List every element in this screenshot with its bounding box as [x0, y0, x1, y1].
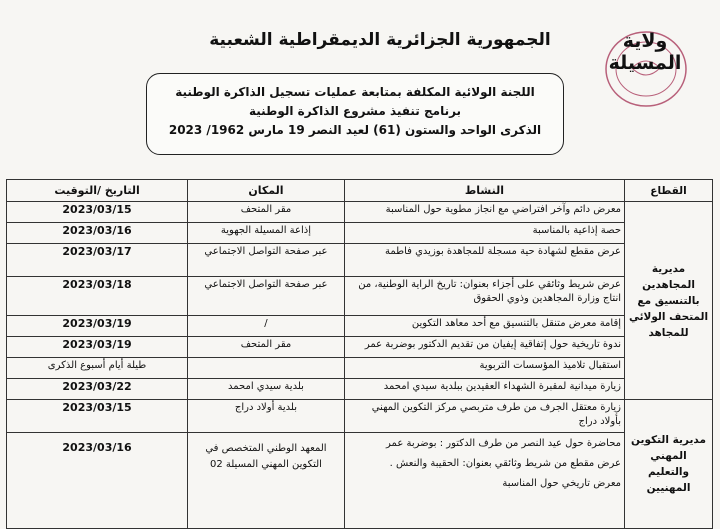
table-row — [7, 433, 713, 529]
date-cell: 2023/03/16 — [7, 433, 188, 529]
table-row — [7, 337, 713, 358]
activity-line: محاضرة حول عيد النصر من طرف الدكتور : بوضربة عمر — [386, 438, 622, 449]
place-cell: مقر المتحف — [188, 337, 345, 358]
place-cell: مقر المتحف — [188, 202, 345, 223]
sector-mujahideen: مديرية المجاهدين بالتنسيق مع المتحف الولائي للمجاهد — [625, 202, 713, 400]
header-sector: القطاع — [625, 180, 713, 202]
anniversary-title: الذكرى الواحد والستون (61) لعيد النصر 19 مارس 1962/ 2023 — [168, 123, 542, 137]
date-cell: 2023/03/16 — [7, 223, 188, 244]
activity-line: معرض تاريخي حول المناسبة — [502, 478, 622, 489]
place-cell: عبر صفحة التواصل الاجتماعي — [188, 244, 345, 277]
wilaya-signature: ولاية المسيلة — [608, 30, 682, 74]
table-row — [7, 202, 713, 223]
activity-cell: عرض شريط وثائقي على أجزاء بعنوان: تاريخ الراية الوطنية، من انتاج وزارة المجاهدين وذوي الحقوق — [344, 277, 624, 316]
committee-title: اللجنة الولائية المكلفة بمتابعة عمليات تسجيل الذاكرة الوطنية — [175, 85, 535, 99]
header-datetime: التاريخ /التوقيت — [7, 180, 188, 202]
header-activity: النشاط — [344, 180, 624, 202]
activity-cell: زيارة ميدانية لمقبرة الشهداء العقيدين ببلدية سيدي امحمد — [344, 379, 624, 400]
place-cell: إذاعة المسيلة الجهوية — [188, 223, 345, 244]
place-cell — [188, 358, 345, 379]
title-box — [146, 73, 564, 155]
activity-cell — [344, 433, 624, 529]
program-table — [6, 179, 713, 529]
activity-cell: معرض دائم وآخر افتراضي مع انجاز مطوية حول المناسبة — [344, 202, 624, 223]
place-cell: بلدية أولاد دراج — [188, 400, 345, 433]
place-cell: المعهد الوطني المتخصص في التكوين المهني المسيلة 02 — [188, 433, 345, 529]
activity-cell: زيارة معتقل الجرف من طرف متربصي مركز التكوين المهني بأولاد دراج — [344, 400, 624, 433]
table-row — [7, 379, 713, 400]
table-row — [7, 244, 713, 277]
date-cell: 2023/03/18 — [7, 277, 188, 316]
table-row — [7, 223, 713, 244]
place-cell: بلدية سيدي امحمد — [188, 379, 345, 400]
date-cell: 2023/03/22 — [7, 379, 188, 400]
table-row — [7, 358, 713, 379]
header-place: المكان — [188, 180, 345, 202]
place-cell: عبر صفحة التواصل الاجتماعي — [188, 277, 345, 316]
activity-line: عرض مقطع من شريط وثائقي بعنوان: الحقيبة والنعش . — [389, 458, 622, 469]
activity-cell: إقامة معرض متنقل بالتنسيق مع أحد معاهد التكوين — [344, 316, 624, 337]
date-cell: طيلة أيام أسبوع الذكرى — [7, 358, 188, 379]
date-cell: 2023/03/19 — [7, 316, 188, 337]
sector-vocational: مديرية التكوين المهني والتعليم المهنيين — [625, 400, 713, 529]
activity-cell: ندوة تاريخية حول إتفاقية إيفيان من تقديم الدكتور بوضربة عمر — [344, 337, 624, 358]
place-cell: / — [188, 316, 345, 337]
activity-cell: حصة إذاعية بالمناسبة — [344, 223, 624, 244]
date-cell: 2023/03/15 — [7, 202, 188, 223]
activity-cell: استقبال تلاميذ المؤسسات التربوية — [344, 358, 624, 379]
table-row — [7, 277, 713, 316]
date-cell: 2023/03/17 — [7, 244, 188, 277]
activity-cell: عرض مقطع لشهادة حية مسجلة للمجاهدة بوزيدي فاطمة — [344, 244, 624, 277]
date-cell: 2023/03/15 — [7, 400, 188, 433]
program-title: برنامج تنفيذ مشروع الذاكرة الوطنية — [248, 104, 462, 118]
date-cell: 2023/03/19 — [7, 337, 188, 358]
table-header-row — [7, 180, 713, 202]
republic-title: الجمهورية الجزائرية الديمقراطية الشعبية — [209, 30, 551, 50]
table-row — [7, 316, 713, 337]
table-row — [7, 400, 713, 433]
